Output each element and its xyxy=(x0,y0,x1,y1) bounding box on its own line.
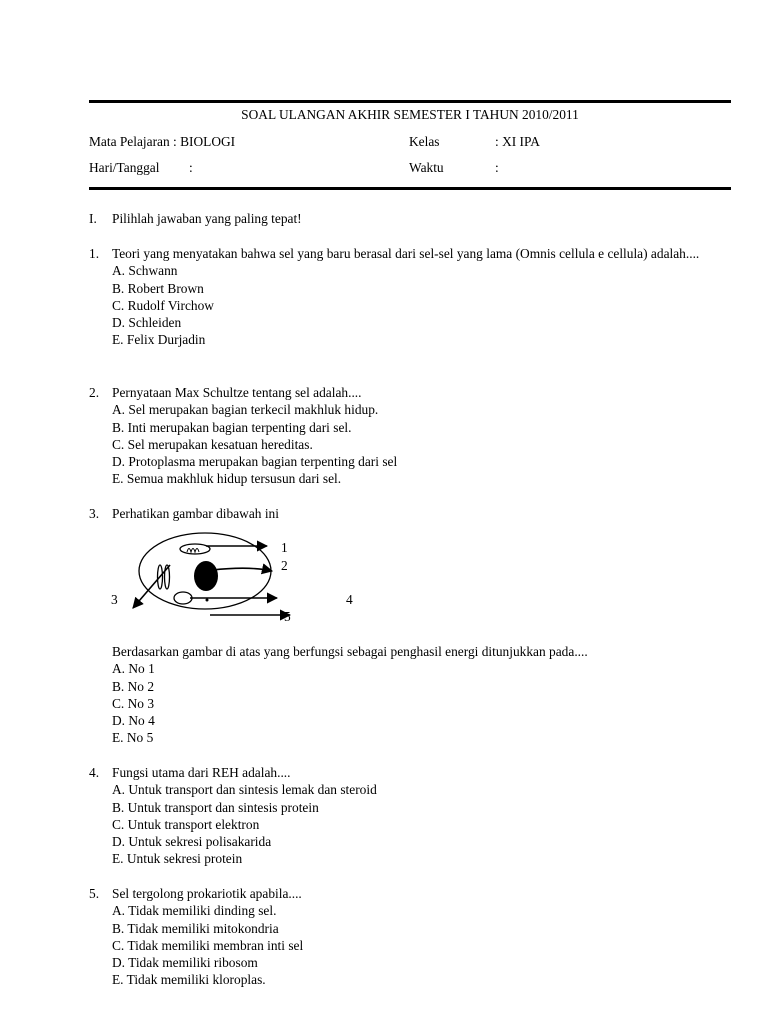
exam-title: SOAL ULANGAN AKHIR SEMESTER I TAHUN 2010/2011 xyxy=(241,107,579,122)
day-value: : xyxy=(189,160,193,175)
question-followup: Berdasarkan gambar di atas yang berfungsi sebagai penghasil energi ditunjukkan pada.... xyxy=(112,644,588,659)
option-e: E. Felix Durjadin xyxy=(112,332,206,348)
figure-label-1: 1 xyxy=(281,540,288,555)
figure-label-5: 5 xyxy=(284,609,291,624)
option-e: E. Tidak memiliki kloroplas. xyxy=(112,972,266,988)
figure-label-2: 2 xyxy=(281,558,288,573)
time-value: : xyxy=(495,160,499,175)
option-d: D. No 4 xyxy=(112,713,155,729)
question-text: Teori yang menyatakan bahwa sel yang baru berasal dari sel-sel yang lama (Omnis cellula e cellula) adalah.... xyxy=(112,246,700,261)
option-c: C. No 3 xyxy=(112,695,155,711)
arrow-2 xyxy=(212,568,272,571)
option-c: C. Sel merupakan kesatuan hereditas. xyxy=(112,436,313,452)
option-c: C. Tidak memiliki membran inti sel xyxy=(112,937,304,953)
question-4 xyxy=(89,764,729,868)
option-e: E. No 5 xyxy=(112,730,154,746)
question-number: 2. xyxy=(89,385,100,400)
question-number: 3. xyxy=(89,506,100,521)
option-d: D. Protoplasma merupakan bagian terpenting dari sel xyxy=(112,454,398,470)
option-a: A. Sel merupakan bagian terkecil makhluk hidup. xyxy=(112,402,379,418)
question-text: Perhatikan gambar dibawah ini xyxy=(112,506,279,521)
option-c: C. Untuk transport elektron xyxy=(112,816,260,832)
option-d: D. Schleiden xyxy=(112,315,182,331)
option-a: A. Schwann xyxy=(112,263,178,279)
class-label: Kelas xyxy=(409,134,440,149)
option-c: C. Rudolf Virchow xyxy=(112,297,214,313)
question-text: Fungsi utama dari REH adalah.... xyxy=(112,765,291,780)
option-a: A. No 1 xyxy=(112,661,155,677)
class-value: : XI IPA xyxy=(495,134,540,149)
option-b: B. No 2 xyxy=(112,678,155,694)
question-number: 1. xyxy=(89,246,100,261)
option-a: A. Untuk transport dan sintesis lemak dan steroid xyxy=(112,782,377,798)
instruction-text: Pilihlah jawaban yang paling tepat! xyxy=(112,211,302,226)
option-b: B. Untuk transport dan sintesis protein xyxy=(112,799,319,815)
question-number: 4. xyxy=(89,765,100,780)
figure-label-3: 3 xyxy=(111,592,118,607)
option-d: D. Untuk sekresi polisakarida xyxy=(112,834,272,850)
option-b: B. Inti merupakan bagian terpenting dari sel. xyxy=(112,419,352,435)
time-label: Waktu xyxy=(409,160,444,175)
question-5 xyxy=(89,885,729,989)
nucleus xyxy=(194,561,218,591)
option-b: B. Robert Brown xyxy=(112,280,204,296)
day-label: Hari/Tanggal xyxy=(89,160,160,175)
question-number: 5. xyxy=(89,886,100,901)
option-b: B. Tidak memiliki mitokondria xyxy=(112,920,279,936)
section-number: I. xyxy=(89,211,97,226)
option-e: E. Untuk sekresi protein xyxy=(112,851,243,867)
question-text: Pernyataan Max Schultze tentang sel adalah.... xyxy=(112,385,362,400)
option-e: E. Semua makhluk hidup tersusun dari sel. xyxy=(112,471,342,487)
question-text: Sel tergolong prokariotik apabila.... xyxy=(112,886,302,901)
option-d: D. Tidak memiliki ribosom xyxy=(112,955,258,971)
subject-field: Mata Pelajaran : BIOLOGI xyxy=(89,134,236,149)
figure-label-4: 4 xyxy=(346,592,353,607)
mitochondrion xyxy=(174,592,192,604)
option-a: A. Tidak memiliki dinding sel. xyxy=(112,903,277,919)
question-3-options xyxy=(89,643,729,747)
